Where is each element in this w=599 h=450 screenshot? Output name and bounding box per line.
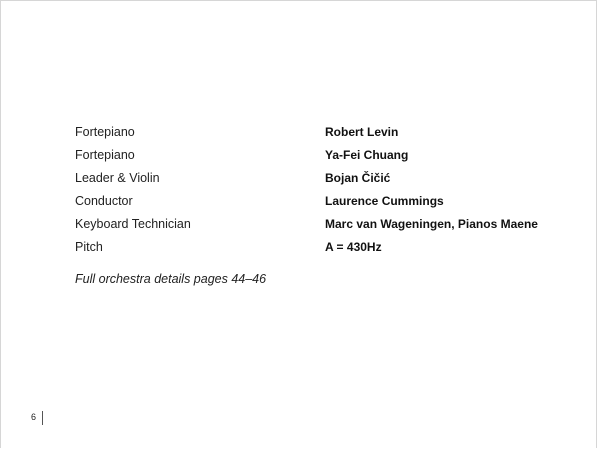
credit-name: Marc van Wageningen, Pianos Maene bbox=[325, 216, 538, 231]
credit-role: Fortepiano bbox=[75, 147, 135, 162]
credit-name: Laurence Cummings bbox=[325, 193, 444, 208]
credit-row bbox=[75, 212, 555, 235]
credit-row bbox=[75, 120, 555, 143]
orchestra-details-note: Full orchestra details pages 44–46 bbox=[75, 272, 267, 286]
credit-role: Pitch bbox=[75, 239, 103, 254]
credit-name: A = 430Hz bbox=[325, 239, 382, 254]
credit-name: Robert Levin bbox=[325, 124, 399, 139]
page-number: 6 bbox=[31, 412, 37, 422]
credit-row bbox=[75, 166, 555, 189]
credit-role: Leader & Violin bbox=[75, 170, 160, 185]
credit-row bbox=[75, 235, 555, 258]
credits-list bbox=[75, 120, 555, 258]
credit-row bbox=[75, 143, 555, 166]
credit-name: Ya-Fei Chuang bbox=[325, 147, 409, 162]
credit-role: Keyboard Technician bbox=[75, 216, 191, 231]
credit-role: Fortepiano bbox=[75, 124, 135, 139]
page-number-divider bbox=[42, 411, 43, 425]
credit-row bbox=[75, 189, 555, 212]
credit-name: Bojan Čičić bbox=[325, 170, 391, 185]
credit-role: Conductor bbox=[75, 193, 133, 208]
